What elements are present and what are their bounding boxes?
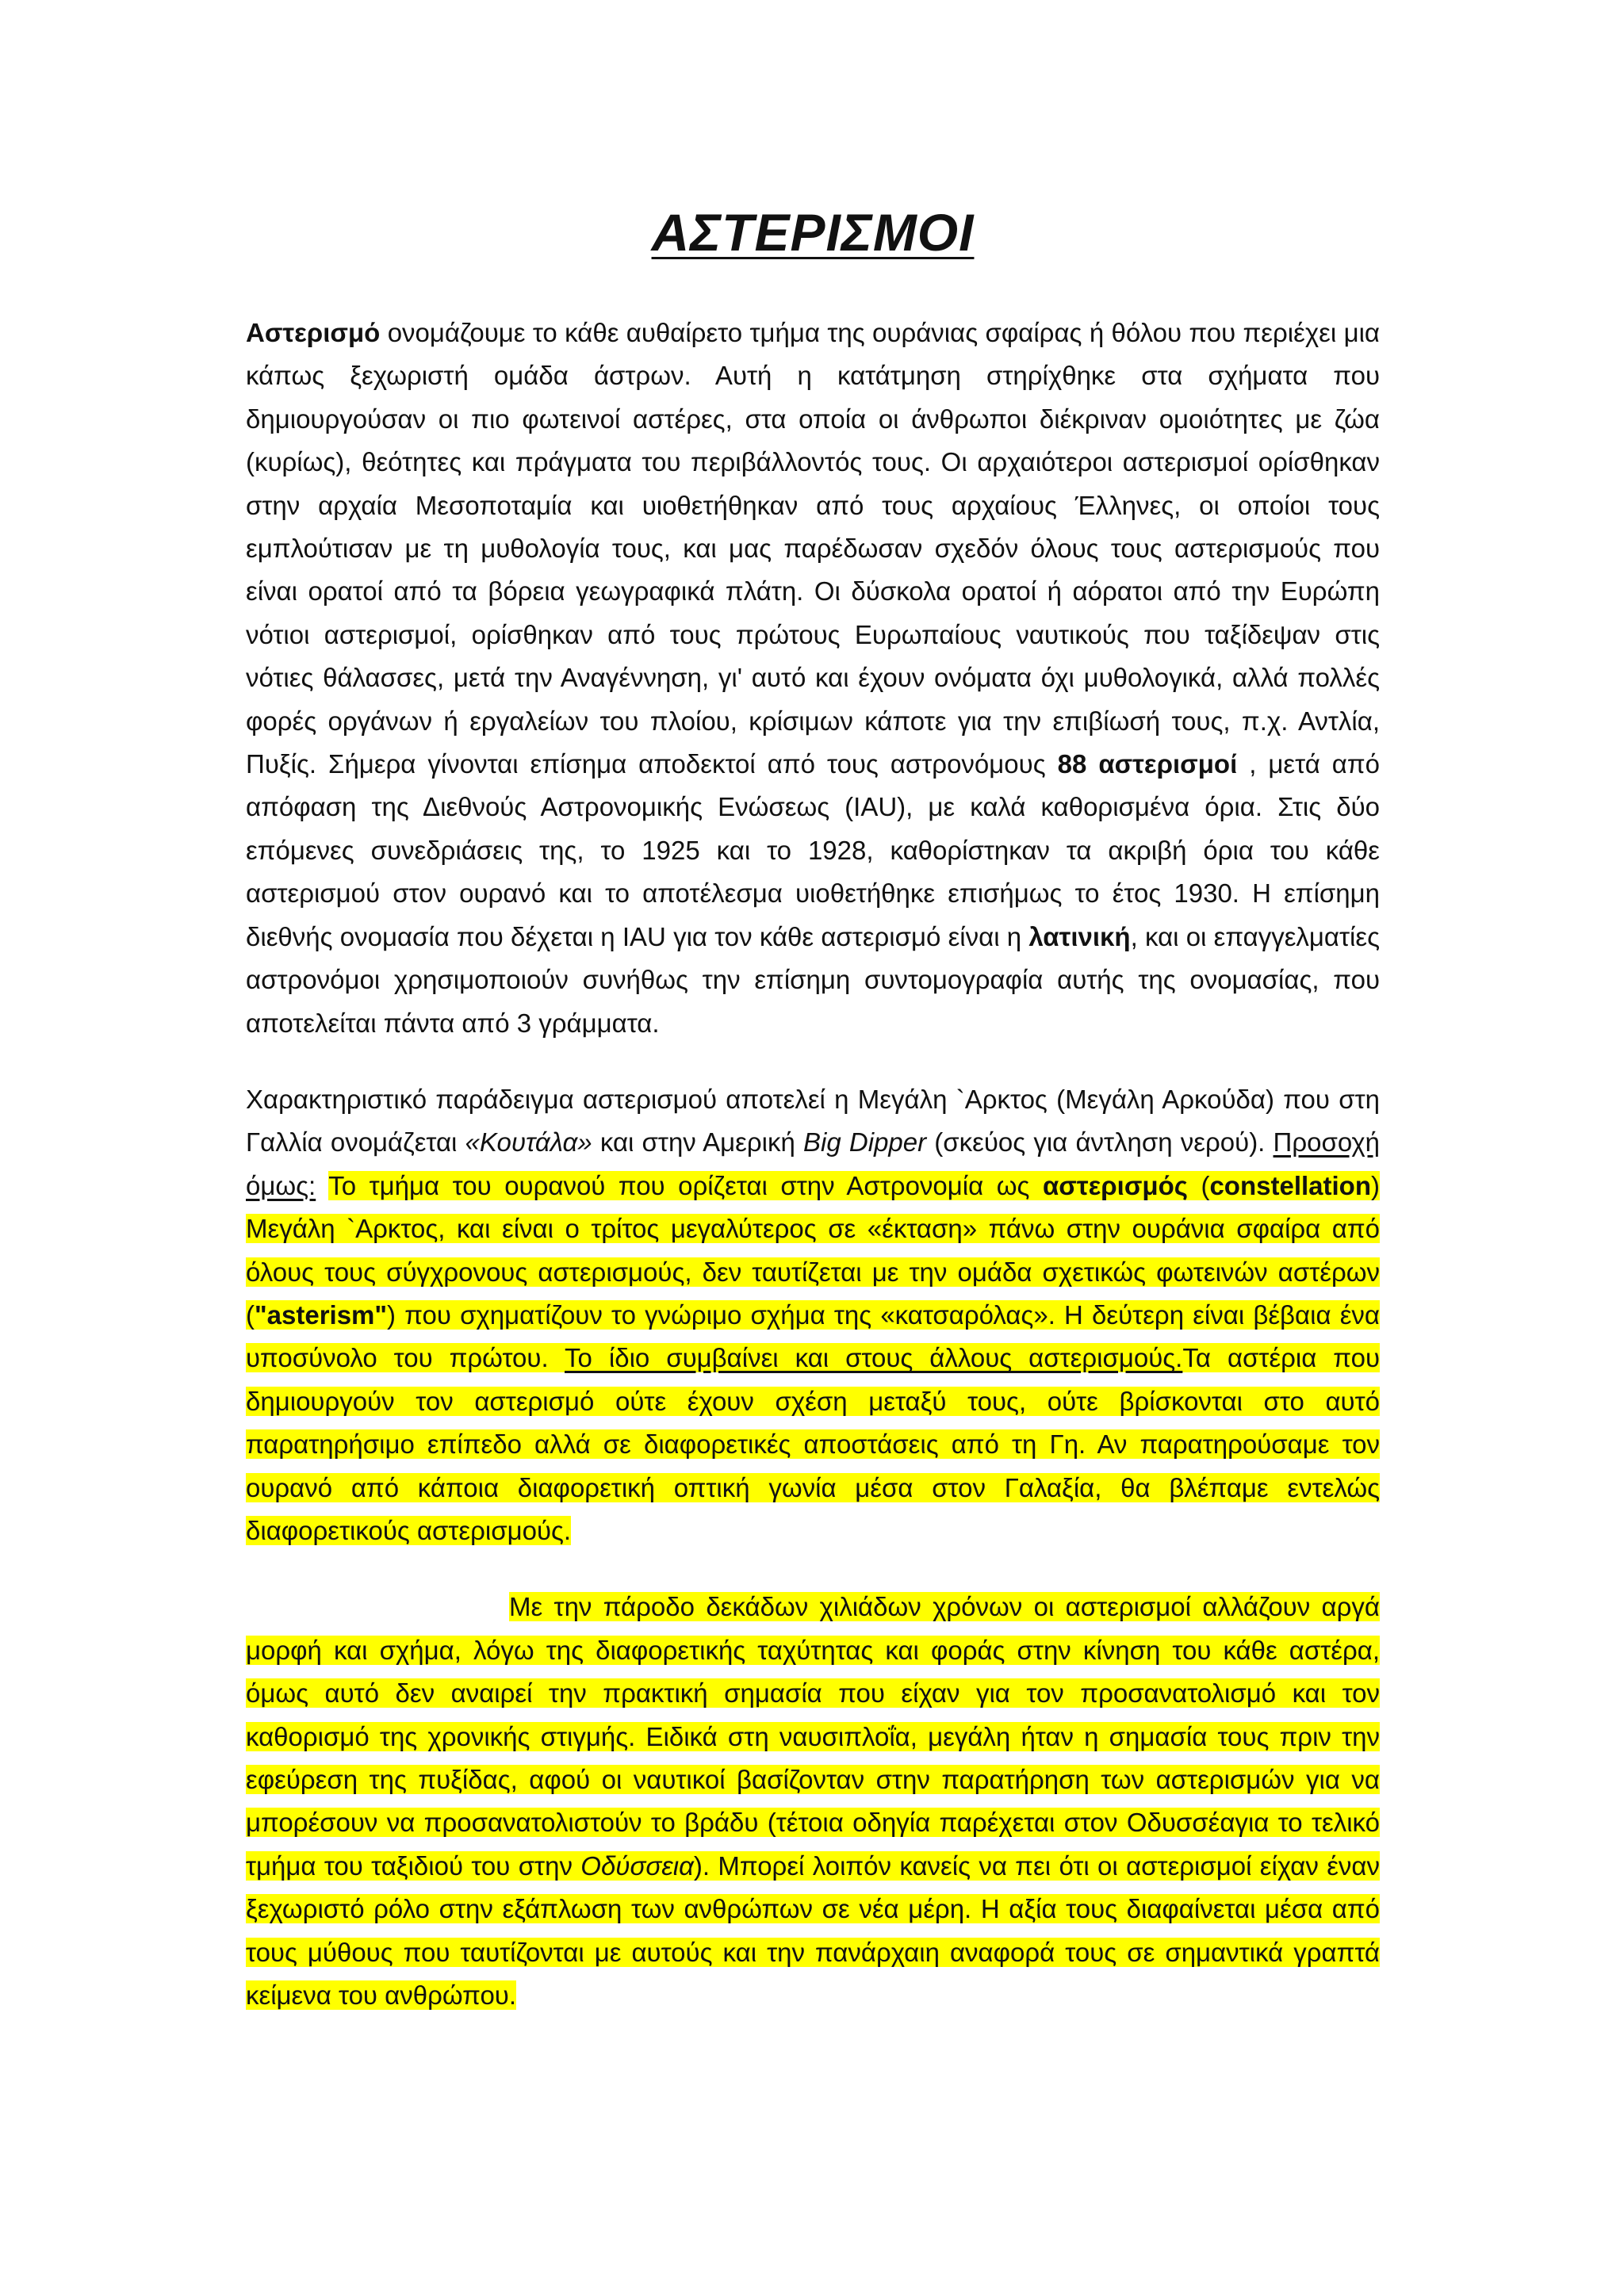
paragraph-text: ). Μπορεί λοιπόν κανείς να πει ότι οι αστερισμοί είχαν έναν ξεχωριστό ρόλο στην εξάπλωση των ανθρώπων σε νέα μέρη. Η αξία τους διαφαίνεται μέσα από τους μύθους που ταυτίζονται με αυτούς και την πανάρχαιη αναφορά τους σε σημαντικά γραπτά κείμενα του ανθρώπου.	[246, 1850, 1380, 2011]
italic-term-odyssey: Οδύσσεια	[580, 1850, 694, 1881]
page-title: ΑΣΤΕΡΙΣΜΟΙ	[651, 203, 975, 262]
paragraph-text: ονομάζουμε το κάθε αυθαίρετο τμήμα της ουράνιας σφαίρας ή θόλου που περιέχει μια κάπως ξεχωριστή ομάδα άστρων. Αυτή η κατάτμηση στηρίχθηκε στα σχήματα που δημιουργούσαν οι πιο φωτεινοί αστέρες, στα οποία οι άνθρωποι διέκριναν ομοιότητες με ζώα (κυρίως), θεότητες και πράγματα του περιβάλλοντός τους. Οι αρχαιότεροι αστερισμοί ορίσθηκαν στην αρχαία Μεσοποταμία και υιοθετήθηκαν από τους αρχαίους Έλληνες, οι οποίοι τους εμπλούτισαν με τη μυθολογία τους, και μας παρέδωσαν σχεδόν όλους τους αστερισμούς που είναι ορατοί από τα βόρεια γεωγραφικά πλάτη. Οι δύσκολα ορατοί ή αόρατοι από την Ευρώπη νότιοι αστερισμοί, ορίσθηκαν από τους πρώτους Ευρωπαίους ναυτικούς που ταξίδεψαν στις νότιες θάλασσες, μετά την Αναγέννηση, γι' αυτό και έχουν ονόματα όχι μυθολογικά, αλλά πολλές φορές οργάνων ή εργαλείων του πλοίου, κρίσιμων κάποτε για την επιβίωσή τους, π.χ. Αντλία, Πυξίς. Σήμερα γίνονται επίσημα αποδεκτοί από τους αστρονόμους	[246, 318, 1380, 779]
bold-term-asterismos: αστερισμός	[1042, 1170, 1188, 1200]
paragraph-text: Τα αστέρια που δημιουργούν τον αστερισμό ούτε έχουν σχέση μεταξύ τους, ούτε βρίσκονται στο αυτό παρατηρήσιμο επίπεδο αλλά σε διαφορετικές αποστάσεις από τη Γη. Αν παρατηρούσαμε τον ουρανό από κάποια διαφορετική οπτική γωνία μέσα στον Γαλαξία, θα βλέπαμε εντελώς διαφορετικούς αστερισμούς.	[246, 1343, 1381, 1545]
paragraph-text	[316, 1171, 328, 1200]
bold-term-asterism: "asterism"	[255, 1299, 388, 1330]
underlined-attention: Προσοχή όμως:	[246, 1127, 1380, 1200]
paragraph-text: ) που σχηματίζουν το γνώριμο σχήμα της «κατσαρόλας». Η δεύτερη είναι βέβαια ένα υποσύνολο του πρώτου.	[246, 1299, 1380, 1373]
paragraph-example	[246, 1078, 1380, 1552]
underlined-same-applies: Το ίδιο συμβαίνει και στους άλλους αστερισμούς.	[565, 1343, 1183, 1373]
paragraph-text: Με την πάροδο δεκάδων χιλιάδων χρόνων οι αστερισμοί αλλάζουν αργά μορφή και σχήμα, λόγω της διαφορετικής ταχύτητας και φοράς στην κίνηση του κάθε αστέρα, όμως αυτό δεν αναιρεί την πρακτική σημασία που είχαν για τον προσανατολισμό και τον καθορισμό της χρονικής στιγμής. Ειδικά στη ναυσιπλοΐα, μεγάλη ήταν η σημασία τους πριν την εφεύρεση της πυξίδας, αφού οι ναυτικοί βασίζονταν στην παρατήρηση των αστερισμών για να μπορέσουν να προσανατολιστούν το βράδυ (τέτοια οδηγία παρέχεται στον Οδυσσέαγια το τελικό τμήμα του ταξιδιού του στην	[246, 1592, 1380, 1881]
paragraph-text: , και οι επαγγελματίες αστρονόμοι χρησιμοποιούν συνήθως την επίσημη συντομογραφία αυτής της ονομασίας, που αποτελείται πάντα από 3 γράμματα.	[246, 921, 1380, 1038]
paragraph-definition	[246, 312, 1380, 1045]
italic-term-big-dipper: Big Dipper	[803, 1127, 927, 1158]
paragraph-text: (	[1187, 1170, 1210, 1200]
document-page	[246, 202, 1380, 2017]
highlighted-text	[246, 1171, 1380, 1545]
bold-term-asterismo: Αστερισμό	[246, 318, 381, 347]
paragraph-text: Το τμήμα του ουρανού που ορίζεται στην Αστρονομία ως	[328, 1170, 1043, 1200]
paragraph-text: , μετά από απόφαση της Διεθνούς Αστρονομικής Ενώσεως (IAU), με καλά καθορισμένα όρια. Στις δύο επόμενες συνεδριάσεις της, το 1925 και το 1928, καθορίστηκαν τα ακριβή όρια του κάθε αστερισμού στον ουρανό και το αποτέλεσμα υιοθετήθηκε επισήμως το έτος 1930. Η επίσημη διεθνής ονομασία που δέχεται η IAU για τον κάθε αστερισμό είναι η	[246, 749, 1380, 951]
bold-term-constellation: constellation	[1209, 1170, 1371, 1200]
paragraph-text: ) Μεγάλη `Αρκτος, και είναι ο τρίτος μεγαλύτερος σε «έκταση» πάνω στην ουράνια σφαίρα από όλους τους σύγχρονους αστερισμούς, δεν ταυτίζεται με την ομάδα σχετικώς φωτεινών αστέρων (	[246, 1170, 1380, 1330]
paragraph-text: Χαρακτηριστικό παράδειγμα αστερισμού αποτελεί η Μεγάλη `Αρκτος (Μεγάλη Αρκούδα) που στη Γαλλία ονομάζεται	[246, 1084, 1380, 1158]
bold-term-latin: λατινική	[1028, 921, 1131, 951]
bold-term-88-constellations: 88 αστερισμοί	[1057, 749, 1238, 779]
italic-term-koutala: «Κουτάλα»	[465, 1127, 592, 1158]
paragraph-navigation	[246, 1586, 1380, 2017]
paragraph-text: και στην Αμερική	[592, 1127, 804, 1158]
highlighted-text	[246, 1592, 1380, 2010]
paragraph-text: (σκεύος για άντληση νερού).	[926, 1127, 1274, 1158]
